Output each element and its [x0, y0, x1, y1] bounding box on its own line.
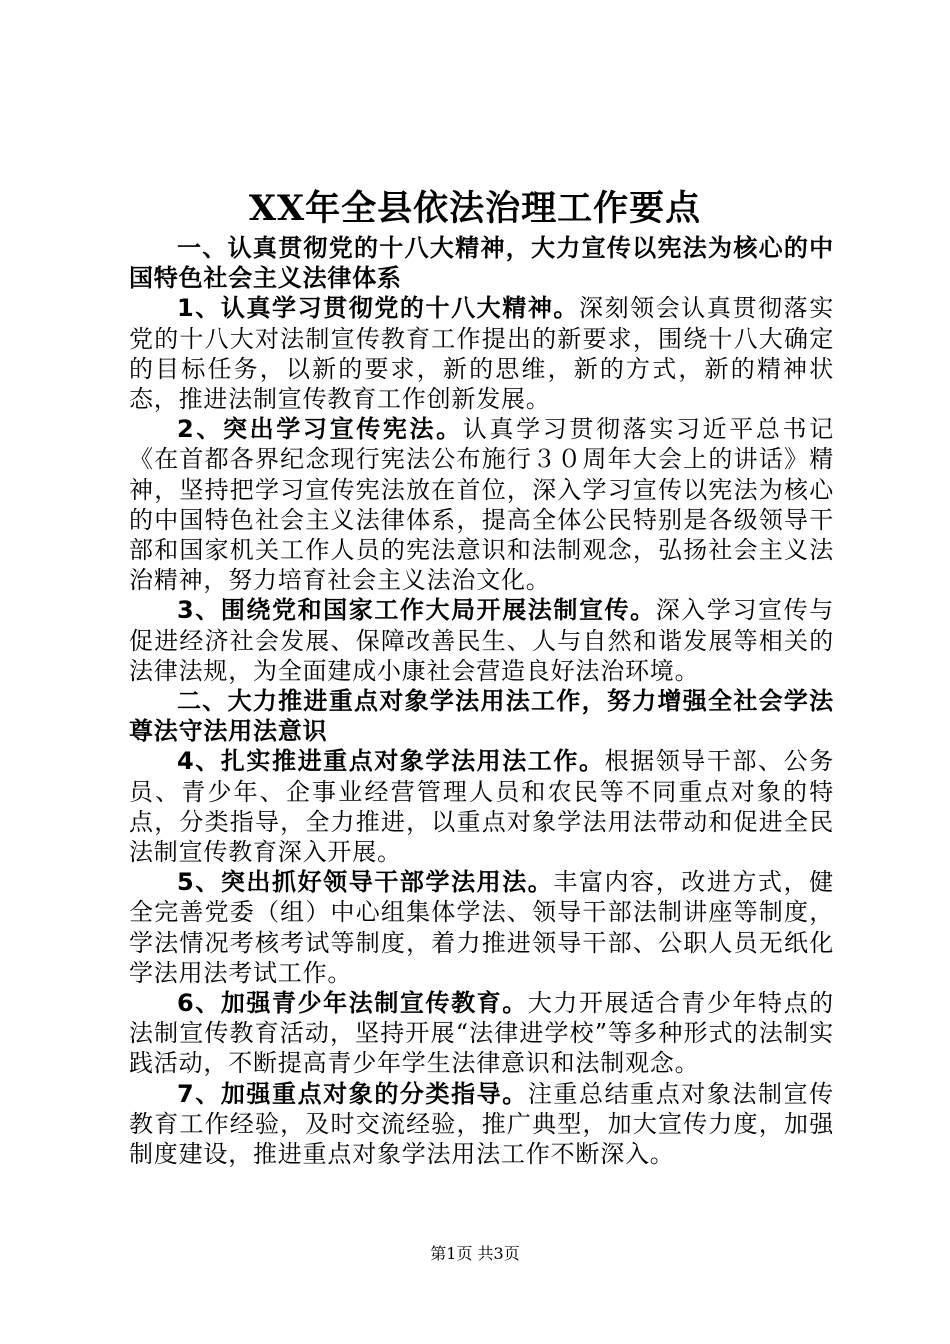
item-lead: 5、突出抓好领导干部学法用法。	[177, 868, 554, 897]
item-text: 认真学习贯彻落实习近平总书记《在首都各界纪念现行宪法公布施行３０周年大会上的讲话》精神，坚持把学习宣传宪法放在首位，深入学习宣传以宪法为核心的中国特色社会主义法律体系，提高全体公民特别是各级领导干部和国家机关工作人员的宪法意识和法制观念，弘扬社会主义法治精神，努力培育社会主义法治文化。	[129, 415, 835, 595]
section-2-item-6	[129, 988, 834, 1079]
item-text: 丰富内容，改进方式，健全完善党委（组）中心组集体学法、领导干部法制讲座等制度，学法情况考核考试等制度，着力推进领导干部、公职人员无纸化学法用法考试工作。	[129, 868, 834, 987]
section-2-item-5	[129, 867, 834, 988]
item-text: 注重总结重点对象法制宣传教育工作经验，及时交流经验，推广典型，加大宣传力度，加强制度建设，推进重点对象学法用法工作不断深入。	[129, 1079, 834, 1169]
item-lead: 3、围绕党和国家工作大局开展法制宣传。	[177, 596, 656, 625]
item-lead: 7、加强重点对象的分类指导。	[177, 1079, 528, 1108]
item-text: 大力开展适合青少年特点的法制宣传教育活动，坚持开展“法律进学校”等多种形式的法制实践活动，不断提高青少年学生法律意识和法制观念。	[129, 989, 834, 1078]
item-lead: 6、加强青少年法制宣传教育。	[177, 989, 528, 1018]
page-number-footer: 第1页 共3页	[430, 1244, 520, 1263]
section-heading-2: 二、大力推进重点对象学法用法工作，努力增强全社会学法尊法守法用法意识	[129, 687, 834, 746]
item-text: 深入学习宣传与促进经济社会发展、保障改善民生、人与自然和谐发展等相关的法律法规，为全面建成小康社会营造良好法治环境。	[129, 596, 834, 685]
item-lead: 4、扎实推进重点对象学法用法工作。	[177, 747, 605, 776]
section-1-item-2	[129, 414, 834, 595]
item-text: 深刻领会认真贯彻落实党的十八大对法制宣传教育工作提出的新要求，围绕十八大确定的目标任务，以新的要求，新的思维，新的方式，新的精神状态，推进法制宣传教育工作创新发展。	[129, 294, 835, 414]
document-body	[129, 233, 834, 1169]
section-2-item-4	[129, 746, 834, 867]
section-1-item-1	[129, 293, 834, 414]
item-text: 根据领导干部、公务员、青少年、企事业经营管理人员和农民等不同重点对象的特点，分类指导，全力推进，以重点对象学法用法带动和促进全民法制宣传教育深入开展。	[129, 747, 834, 867]
section-1-item-3	[129, 595, 834, 686]
item-lead: 1、认真学习贯彻党的十八大精神。	[177, 294, 579, 323]
section-2-item-7	[129, 1079, 834, 1170]
section-heading-1: 一、认真贯彻党的十八大精神，大力宣传以宪法为核心的中国特色社会主义法律体系	[129, 234, 834, 293]
item-lead: 2、突出学习宣传宪法。	[177, 415, 463, 444]
document-title: XX年全县依法治理工作要点	[248, 188, 702, 229]
